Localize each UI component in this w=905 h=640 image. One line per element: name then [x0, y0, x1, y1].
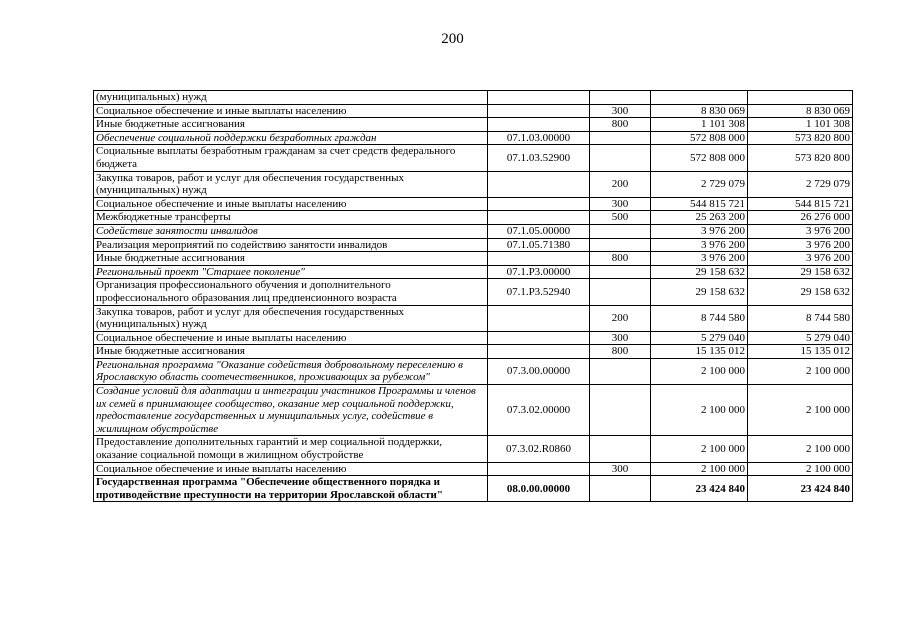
- row-code: [488, 118, 590, 132]
- row-name: Социальное обеспечение и иные выплаты населению: [94, 462, 488, 476]
- row-amount-year-2: 3 976 200: [748, 238, 853, 252]
- row-expense-type: 800: [590, 252, 651, 266]
- row-code: [488, 104, 590, 118]
- table-row: [94, 385, 853, 436]
- row-amount-year-1: 29 158 632: [651, 279, 748, 305]
- row-amount-year-2: 23 424 840: [748, 476, 853, 502]
- table-row: [94, 305, 853, 331]
- row-amount-year-2: [748, 91, 853, 105]
- row-amount-year-1: 2 100 000: [651, 436, 748, 462]
- row-code: 07.3.02.R0860: [488, 436, 590, 462]
- row-expense-type: 300: [590, 462, 651, 476]
- table-row: [94, 131, 853, 145]
- row-expense-type: [590, 265, 651, 279]
- table-row: [94, 265, 853, 279]
- row-name: Государственная программа "Обеспечение общественного порядка и противодействие преступности на территории Ярославской области": [94, 476, 488, 502]
- row-amount-year-2: 1 101 308: [748, 118, 853, 132]
- row-amount-year-2: 8 830 069: [748, 104, 853, 118]
- row-amount-year-1: 3 976 200: [651, 252, 748, 266]
- row-name: (муниципальных) нужд: [94, 91, 488, 105]
- table-row: [94, 462, 853, 476]
- row-code: [488, 91, 590, 105]
- row-amount-year-2: 2 100 000: [748, 436, 853, 462]
- row-amount-year-2: 29 158 632: [748, 279, 853, 305]
- row-expense-type: [590, 238, 651, 252]
- table-row: [94, 145, 853, 171]
- row-amount-year-2: 2 100 000: [748, 358, 853, 384]
- row-name: Реализация мероприятий по содействию занятости инвалидов: [94, 238, 488, 252]
- row-amount-year-2: 573 820 800: [748, 131, 853, 145]
- row-name: Социальное обеспечение и иные выплаты населению: [94, 331, 488, 345]
- table-row: [94, 331, 853, 345]
- row-code: 07.3.00.00000: [488, 358, 590, 384]
- table-row: [94, 91, 853, 105]
- row-code: [488, 305, 590, 331]
- row-code: [488, 211, 590, 225]
- row-amount-year-2: 26 276 000: [748, 211, 853, 225]
- row-expense-type: [590, 385, 651, 436]
- row-amount-year-2: 3 976 200: [748, 224, 853, 238]
- row-amount-year-1: 2 100 000: [651, 385, 748, 436]
- row-name: Социальное обеспечение и иные выплаты населению: [94, 104, 488, 118]
- table-row: [94, 118, 853, 132]
- row-amount-year-1: 572 808 000: [651, 131, 748, 145]
- row-name: Региональный проект "Старшее поколение": [94, 265, 488, 279]
- row-expense-type: 800: [590, 118, 651, 132]
- row-name: Создание условий для адаптации и интеграции участников Программы и членов их семей в принимающее сообщество, оказание мер социальной поддержки, предоставление государственных и муниципальных услуг, содействие в жилищном обустройстве: [94, 385, 488, 436]
- table-row: [94, 345, 853, 359]
- row-amount-year-2: 544 815 721: [748, 197, 853, 211]
- budget-table-body: [94, 91, 853, 502]
- row-name: Региональная программа "Оказание содействия добровольному переселению в Ярославскую область соотечественников, проживающих за рубежом": [94, 358, 488, 384]
- row-amount-year-2: 573 820 800: [748, 145, 853, 171]
- row-code: 07.1.P3.52940: [488, 279, 590, 305]
- table-row: [94, 171, 853, 197]
- row-amount-year-2: 8 744 580: [748, 305, 853, 331]
- row-expense-type: [590, 476, 651, 502]
- page-number: 200: [441, 31, 464, 47]
- row-amount-year-1: 2 729 079: [651, 171, 748, 197]
- row-amount-year-1: 3 976 200: [651, 238, 748, 252]
- row-code: 07.3.02.00000: [488, 385, 590, 436]
- row-expense-type: [590, 279, 651, 305]
- row-amount-year-1: 5 279 040: [651, 331, 748, 345]
- row-code: 07.1.03.52900: [488, 145, 590, 171]
- row-expense-type: 200: [590, 171, 651, 197]
- row-expense-type: 500: [590, 211, 651, 225]
- row-name: Иные бюджетные ассигнования: [94, 118, 488, 132]
- row-amount-year-1: 2 100 000: [651, 462, 748, 476]
- table-row: [94, 224, 853, 238]
- table-row: [94, 279, 853, 305]
- row-amount-year-1: [651, 91, 748, 105]
- row-amount-year-1: 8 744 580: [651, 305, 748, 331]
- row-name: Социальное обеспечение и иные выплаты населению: [94, 197, 488, 211]
- row-name: Содействие занятости инвалидов: [94, 224, 488, 238]
- row-expense-type: 300: [590, 104, 651, 118]
- table-row: [94, 238, 853, 252]
- row-expense-type: [590, 131, 651, 145]
- row-amount-year-1: 544 815 721: [651, 197, 748, 211]
- row-amount-year-1: 8 830 069: [651, 104, 748, 118]
- row-code: 07.1.P3.00000: [488, 265, 590, 279]
- row-expense-type: [590, 436, 651, 462]
- row-code: 07.1.03.00000: [488, 131, 590, 145]
- table-row: [94, 436, 853, 462]
- row-expense-type: [590, 91, 651, 105]
- row-code: 07.1.05.71380: [488, 238, 590, 252]
- table-row: [94, 252, 853, 266]
- row-amount-year-2: 2 100 000: [748, 385, 853, 436]
- table-row: [94, 211, 853, 225]
- row-amount-year-2: 3 976 200: [748, 252, 853, 266]
- row-code: 08.0.00.00000: [488, 476, 590, 502]
- row-code: 07.1.05.00000: [488, 224, 590, 238]
- row-amount-year-1: 25 263 200: [651, 211, 748, 225]
- row-name: Межбюджетные трансферты: [94, 211, 488, 225]
- table-row: [94, 476, 853, 502]
- row-code: [488, 331, 590, 345]
- budget-table: [93, 90, 853, 502]
- row-amount-year-1: 3 976 200: [651, 224, 748, 238]
- row-amount-year-2: 2 729 079: [748, 171, 853, 197]
- row-name: Закупка товаров, работ и услуг для обеспечения государственных (муниципальных) нужд: [94, 171, 488, 197]
- table-row: [94, 104, 853, 118]
- row-amount-year-1: 1 101 308: [651, 118, 748, 132]
- row-amount-year-2: 5 279 040: [748, 331, 853, 345]
- row-expense-type: 200: [590, 305, 651, 331]
- row-amount-year-2: 2 100 000: [748, 462, 853, 476]
- row-name: Иные бюджетные ассигнования: [94, 252, 488, 266]
- row-code: [488, 197, 590, 211]
- row-name: Иные бюджетные ассигнования: [94, 345, 488, 359]
- row-amount-year-1: 15 135 012: [651, 345, 748, 359]
- row-expense-type: 800: [590, 345, 651, 359]
- row-expense-type: [590, 145, 651, 171]
- row-name: Обеспечение социальной поддержки безработных граждан: [94, 131, 488, 145]
- row-amount-year-2: 15 135 012: [748, 345, 853, 359]
- table-row: [94, 358, 853, 384]
- row-code: [488, 171, 590, 197]
- row-code: [488, 345, 590, 359]
- row-amount-year-1: 29 158 632: [651, 265, 748, 279]
- row-amount-year-2: 29 158 632: [748, 265, 853, 279]
- row-expense-type: 300: [590, 331, 651, 345]
- row-expense-type: [590, 358, 651, 384]
- row-amount-year-1: 23 424 840: [651, 476, 748, 502]
- row-code: [488, 252, 590, 266]
- row-name: Предоставление дополнительных гарантий и мер социальной поддержки, оказание социальной помощи в жилищном обустройстве: [94, 436, 488, 462]
- row-amount-year-1: 572 808 000: [651, 145, 748, 171]
- table-row: [94, 197, 853, 211]
- row-name: Закупка товаров, работ и услуг для обеспечения государственных (муниципальных) нужд: [94, 305, 488, 331]
- row-code: [488, 462, 590, 476]
- row-expense-type: [590, 224, 651, 238]
- row-name: Организация профессионального обучения и дополнительного профессионального образования лиц предпенсионного возраста: [94, 279, 488, 305]
- row-name: Социальные выплаты безработным гражданам за счет средств федерального бюджета: [94, 145, 488, 171]
- row-amount-year-1: 2 100 000: [651, 358, 748, 384]
- row-expense-type: 300: [590, 197, 651, 211]
